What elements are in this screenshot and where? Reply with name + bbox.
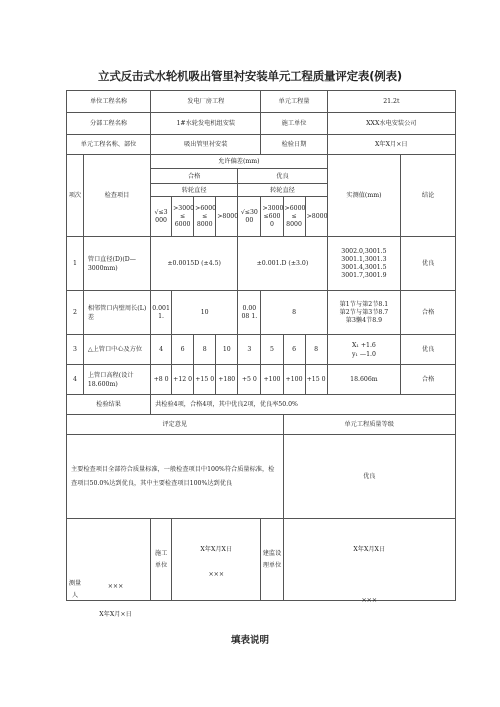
- surveyor-cell: [67, 519, 151, 618]
- row-result: 合格: [401, 291, 456, 335]
- header-range-5: √≤30 00: [238, 197, 261, 237]
- inspect-date-label: 检验日期: [261, 135, 327, 155]
- row-value: 5: [261, 335, 283, 365]
- evaluation-row: [67, 435, 456, 519]
- header-qualified: 合格: [151, 169, 238, 184]
- unit-name-value: 吸出管里衬安装: [151, 135, 261, 155]
- info-row-2: [67, 113, 456, 135]
- row-value: +180: [216, 365, 238, 395]
- contractor-label: 施工单位: [261, 113, 327, 135]
- measured-line: 第1节与第2节8.1: [339, 300, 389, 308]
- row-qualified-value: ±0.0015D (±4.5): [151, 237, 238, 291]
- header-range-1: √≤3 000: [151, 197, 172, 237]
- row-value: 3: [238, 335, 261, 365]
- sub-project-value: 1#水轮发电机组安装: [151, 113, 261, 135]
- sub-project-label: 分部工程名称: [67, 113, 151, 135]
- row-value: 8: [305, 335, 327, 365]
- row-excellent-coef: 0.00 08 1.: [238, 291, 261, 335]
- header-check-item: 检查项目: [83, 155, 150, 237]
- header-excellent: 优良: [238, 169, 327, 184]
- header-runner-dia-qualified: 转轮直径: [151, 184, 238, 197]
- header-range-8: >8000: [305, 197, 327, 237]
- supervisor-cell: [283, 519, 455, 604]
- evaluation-header-row: [67, 415, 456, 435]
- row-value: 10: [216, 335, 238, 365]
- row-item: 管口直径(D)(D—3000mm): [83, 237, 150, 291]
- measured-line: 3002.0,3001.5: [341, 247, 387, 255]
- row-result: 优良: [401, 335, 456, 365]
- info-row-1: [67, 91, 456, 113]
- row-value: +15 0: [305, 365, 327, 395]
- grade-header: 单元工程质量等级: [283, 415, 455, 435]
- row-value: +15 0: [194, 365, 216, 395]
- measured-line: y₁ —1.0: [351, 350, 376, 358]
- row-measured: [327, 291, 401, 335]
- row-measured: [327, 335, 401, 365]
- row-item: 相邻管口内壁周长(L)差: [83, 291, 150, 335]
- header-tolerance: 允许偏差(mm): [151, 155, 328, 169]
- table-row: [67, 335, 456, 365]
- table-row: [67, 291, 456, 335]
- grade-value: 优良: [283, 435, 455, 519]
- row-value: +5 0: [238, 365, 261, 395]
- header-item-no: 项次: [67, 155, 84, 237]
- surveyor-signature: ×××: [107, 582, 124, 590]
- supervisor-signature: ×××: [361, 596, 378, 604]
- header-range-2: >3000 ≤ 6000: [172, 197, 194, 237]
- row-excellent-value: 8: [261, 291, 327, 335]
- row-measured: [327, 237, 401, 291]
- unit-project-label: 单位工程名称: [67, 91, 151, 113]
- measured-line: 第3懒4节8.9: [345, 316, 383, 324]
- unit-project-value: 发电厂房工程: [151, 91, 261, 113]
- fill-instructions-heading: 填表说明: [230, 635, 269, 646]
- unit-name-label: 单元工程名称、部位: [67, 135, 151, 155]
- surveyor-date: X年X月×日: [99, 610, 132, 618]
- row-no: 3: [67, 335, 84, 365]
- measured-line: X₁ +1.6: [351, 341, 376, 349]
- opinion-text: 主要检查项目全部符合质量标准，一般检查项目中100%符合质量标准，检查项目50.0%达到优良，其中主要检查项目100%达到优良: [67, 435, 284, 519]
- quality-assessment-table: [66, 90, 456, 618]
- measured-line: 3001.4,3001.5: [341, 263, 387, 271]
- header-range-7: >6000 ≤ 8000: [283, 197, 305, 237]
- row-measured: 18.606m: [327, 365, 401, 395]
- opinion-header: 评定意见: [67, 415, 284, 435]
- row-result: 优良: [401, 237, 456, 291]
- row-value: 6: [283, 335, 305, 365]
- row-value: +8 0: [151, 365, 172, 395]
- row-excellent-value: ±0.001.D (±3.0): [238, 237, 327, 291]
- info-row-3: [67, 135, 456, 155]
- header-range-3: >6000 ≤ 8000: [194, 197, 216, 237]
- row-item: 上管口高程(设计18.600m): [83, 365, 150, 395]
- row-value: +100: [261, 365, 283, 395]
- measured-line: 第2节与第3节8.7: [339, 308, 389, 316]
- header-measured: 实测值(mm): [327, 155, 401, 237]
- contractor-sign-label: 施工单位: [151, 519, 172, 601]
- contractor-sign-cell: [172, 519, 261, 601]
- contractor-date: X年X月X日: [200, 545, 233, 553]
- row-value: +100: [283, 365, 305, 395]
- header-runner-dia-excellent: 转轮直径: [238, 184, 327, 197]
- inspect-date-value: X年X月×日: [327, 135, 455, 155]
- header-range-6: >3000 ≤600 0: [261, 197, 283, 237]
- row-item: △上管口中心及方位: [83, 335, 150, 365]
- header-conclusion: 结论: [401, 155, 456, 237]
- row-value: +12 0: [172, 365, 194, 395]
- row-qualified-value: 10: [172, 291, 238, 335]
- header-row-1: [67, 155, 456, 169]
- contractor-signature: ×××: [208, 570, 225, 578]
- unit-qty-label: 单元工程量: [261, 91, 327, 113]
- row-qualified-coef: 0.001 1.: [151, 291, 172, 335]
- unit-qty-value: 21.2t: [327, 91, 455, 113]
- page-title: 立式反击式水轮机吸出管里衬安装单元工程质量评定表(例表): [98, 69, 402, 83]
- row-value: 6: [172, 335, 194, 365]
- signature-row: [67, 519, 456, 601]
- supervisor-date: X年X月X日: [353, 545, 386, 553]
- row-value: 4: [151, 335, 172, 365]
- row-result: 合格: [401, 365, 456, 395]
- contractor-value: XXX水电安装公司: [327, 113, 455, 135]
- header-range-4: >8000: [216, 197, 238, 237]
- measured-line: 3001.7,3001.9: [341, 271, 387, 279]
- measured-line: 3001.1,3001.3: [341, 255, 387, 263]
- row-no: 1: [67, 237, 84, 291]
- surveyor-label: 测量人: [68, 579, 82, 599]
- row-value: 8: [194, 335, 216, 365]
- table-row: [67, 237, 456, 291]
- row-no: 4: [67, 365, 84, 395]
- row-no: 2: [67, 291, 84, 335]
- supervisor-label: 建监设理单位: [261, 519, 283, 601]
- inspection-row: [67, 395, 456, 415]
- inspection-label: 检验结果: [67, 395, 151, 415]
- inspection-value: 共检验4项，合格4项，其中优良2项，优良率50.0%: [151, 395, 456, 415]
- table-row: [67, 365, 456, 395]
